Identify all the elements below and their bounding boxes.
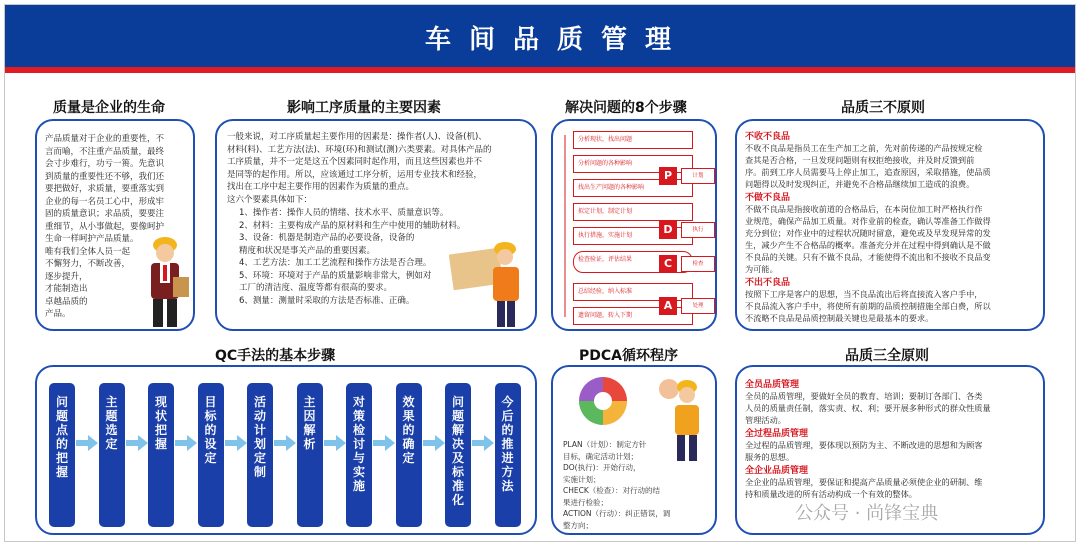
flow-step-box: 遗留问题，转入下期 [573,307,693,325]
section-title-qc: QC手法的基本步骤 [215,348,336,364]
qc-step-card: 问 题 点 的 把 握 [49,383,75,527]
principle-body [745,476,1043,500]
qc-step-card: 问 题 解 决 及 标 准 化 [445,383,471,527]
factor-item: 3、设备：机器是制造产品的必要设备，设备的 [239,233,415,243]
text-line: 全员的品质管理，要做好全员的教育、培训；要制订各部门、各类 [745,391,983,401]
section-title-8-steps: 解决问题的8个步骤 [565,100,687,116]
arrow-right-icon [175,435,197,451]
text-line: 这六个要素具体如下： [227,194,313,205]
arrow-right-icon [472,435,494,451]
qc-step-card: 今 后 的 推 进 方 法 [495,383,521,527]
factors-intro-text [227,131,527,206]
text-line: 整方向； [563,520,593,530]
flow-side-label: 处理 [681,298,715,314]
pdca-letter-badge: A [659,297,677,315]
principle-heading: 不出不良品 [745,278,791,288]
flow-step-box: 分析现状，找出问题 [573,131,693,149]
text-line: 果进行检验； [563,497,608,507]
section-title-factors: 影响工序质量的主要因素 [287,100,441,116]
pdca-letter-badge: P [659,167,677,185]
flow-side-label: 执行 [681,222,715,238]
text-line: 按照下工序是客户的思想，当不良品流出后将直接流入客户手中， [745,289,983,299]
principle-body [745,439,1043,463]
engineer-with-blueprint-icon [449,239,531,329]
flow-step-box: 执行措施，实施计划 [573,227,693,245]
text-line: 人员的质量责任制，落实责、权、利；要开展多种形式的群众性质量 [745,403,991,413]
arrow-right-icon [324,435,346,451]
text-line: 重细节，从小事做起，要像呵护 [45,221,165,232]
text-line: 唯有我们全体人员一起 [45,246,131,257]
pdca-wheel-icon [571,373,635,429]
principle-heading: 全企业品质管理 [745,466,809,476]
text-line: 生命一样呵护产品质量。 [45,234,139,244]
text-line: 才能制造出 [45,284,88,294]
qc-step-card: 现 状 把 握 [148,383,174,527]
qc-step-card: 目 标 的 设 定 [198,383,224,527]
flow-side-label: 检查 [681,256,715,272]
poster [4,4,1076,542]
text-line: 产品质量对于企业的重要性，不 [45,134,165,144]
qc-step-card: 主 题 选 定 [99,383,125,527]
three-no-content [745,129,1043,324]
page-title: 车间品质管理 [425,25,690,55]
flow-step-box: 总结经验，纳入标准 [573,283,693,301]
text-line: 业规范，确保产品加工质量。对作业前的检查，确认等准备工作做得 [745,216,991,226]
section-title-quality-life: 质量是企业的生命 [53,100,165,116]
text-line: 全过程的品质管理，要体现以预防为主、不断改进的思想和为顾客 [745,440,983,450]
text-line: 目标，确定活动计划； [563,451,638,461]
factor-item: 6、测量：测量时采取的方法是否标准、正确。 [239,295,415,306]
header-stripe [5,67,1076,73]
text-line: 卓越品质的 [45,296,88,307]
factor-item: 5、环境：环境对于产品的质量影响非常大，例如对 [239,270,432,281]
panel-quality-life [35,119,195,331]
text-line: 工序质量，并不一定是这五个因素同时起作用，而且这些因素也并不 [227,157,483,167]
flow-step-box: 拟定计划，制定计划 [573,203,693,221]
factor-item: 2、材料：主要构成产品的原材料和生产中使用的辅助材料。 [239,220,466,231]
panel-three-no [735,119,1045,331]
qc-step-card: 活 动 计 划 定 制 [247,383,273,527]
text-line: 查其是否合格，一旦发现问题则有权拒绝接收，并及时反馈到前 [745,155,975,165]
text-line: 问题得以及时发现纠正，并避免不合格品继续加工造成的浪费。 [745,179,975,189]
text-line: 到质量的重要性还不够，我们还 [45,171,165,182]
steps-flowchart [553,121,717,331]
flow-side-label: 计划 [681,168,715,184]
arrow-right-icon [76,435,98,451]
text-line: 序。前到工序人员需要马上停止加工，追查原因，采取措施，使品质 [745,167,991,177]
text-line: 不懈努力，不断改善， [45,259,131,269]
text-line: 逐步提升， [45,271,88,282]
factor-item: 精度和状况是事关产品的重要因素。 [239,245,376,256]
panel-pdca [551,365,717,535]
principle-body [745,203,1043,275]
text-line: 服务的思想。 [745,452,795,462]
qc-step-card: 主 因 解 析 [297,383,323,527]
watermark: 公众号 · 尚锋宝典 [795,503,939,524]
text-line: 产品。 [45,309,71,319]
text-line: 充分到位；对作业中的过程状况随时留意，避免或及早发现异常的发 [745,228,991,238]
text-line: 要把做好，求质量，要重落实到 [45,184,165,194]
section-title-pdca: PDCA循环程序 [579,348,678,364]
arrow-right-icon [225,435,247,451]
text-line: 是同等的起作用。所以，应该通过工序分析，运用专业技术和经验， [227,169,483,180]
section-title-three-no: 品质三不原则 [841,100,925,116]
principle-heading: 全员品质管理 [745,380,800,390]
text-line: ACTION（行动）：纠正错误，调 [563,509,671,518]
arrow-right-icon [274,435,296,451]
text-line: PLAN（计划）：制定方针 [563,440,647,449]
arrow-right-icon [373,435,395,451]
panel-factors [215,119,537,331]
flow-step-box: 检查验证，评估结果 [573,251,693,273]
factor-item: 1、操作者：操作人员的情绪、技术水平、质量意识等。 [239,208,449,218]
text-line: 材料(料)、工艺方法(法)、环境(环)和测试(测)六类要素。对具体产品的 [227,144,492,155]
principle-heading: 不收不良品 [745,132,791,142]
pdca-description [563,439,713,531]
flow-step-box: 分析问题的各种影响 [573,155,693,173]
principle-body [745,142,1043,190]
factor-item: 工厂的清洁度、温度等都有很高的要求。 [239,283,393,293]
section-title-three-all: 品质三全原则 [845,348,929,364]
text-line: 为可能。 [745,264,778,274]
factor-item: 4、工艺方法：加工工艺流程和操作方法是否合理。 [239,258,432,268]
flow-step-box: 找出生产问题的各种影响 [573,179,693,197]
text-line: DO(执行)：开始行动， [563,463,641,472]
text-line: 不做不良品是指接收前道的合格品后，在本岗位加工时严格执行作 [745,204,983,214]
qc-step-card: 对 策 检 讨 与 实 施 [346,383,372,527]
arrow-right-icon [423,435,445,451]
principle-body [745,390,1043,426]
pdca-letter-badge: D [659,221,677,239]
text-line: 固的质量意识；求品质，要要注 [45,209,165,219]
text-line: 实施计划； [563,474,601,484]
text-line: 全企业的品质管理，要保证和提高产品质量必须使企业的研制、维 [745,477,983,487]
principle-heading: 全过程品质管理 [745,429,809,439]
text-line: 一般来说，对工序质量起主要作用的因素是：操作者(人)、设备(机)、 [227,132,487,142]
text-line: 不收不良品是指员工在生产加工之前，先对前传递的产品按规定检 [745,143,983,153]
text-line: 生，减少产生不合格品的概率。准备充分并在过程中得到确认是不做 [745,240,991,250]
worker-figure-icon [137,233,193,331]
arrow-right-icon [126,435,148,451]
text-line: 找出在工序中起主要作用的因素作为质量的重点。 [227,182,415,192]
text-line: 管理活动。 [745,415,786,425]
header-bar [5,5,1076,67]
pdca-letter-badge: C [659,255,677,273]
text-line: 会寸步难行，功亏一篑。先意识 [45,159,165,169]
text-line: 不良品的关键。只有不做不良品，才能使得不流出和不接收不良品变 [745,252,991,262]
three-all-content [745,377,1043,500]
text-line: 企业的每一名员工心中，形成牢 [45,196,165,207]
text-line: 持和质量改进的所有活动构成一个有效的整体。 [745,489,917,499]
principle-heading: 不做不良品 [745,193,791,203]
text-line: 不流略不良品是品质控制最关键也是最基本的要求。 [745,313,934,323]
text-line: 言而喻，不注重产品质量，最终 [45,146,165,157]
text-line: CHECK（检查）：对行动的结 [563,486,661,495]
text-line: 不良品流入客户手中，将使所有前期的品质控制措施全部白费，所以 [745,301,991,311]
panel-8-steps [551,119,717,331]
principle-body [745,288,1043,324]
qc-step-card: 效 果 的 确 定 [396,383,422,527]
